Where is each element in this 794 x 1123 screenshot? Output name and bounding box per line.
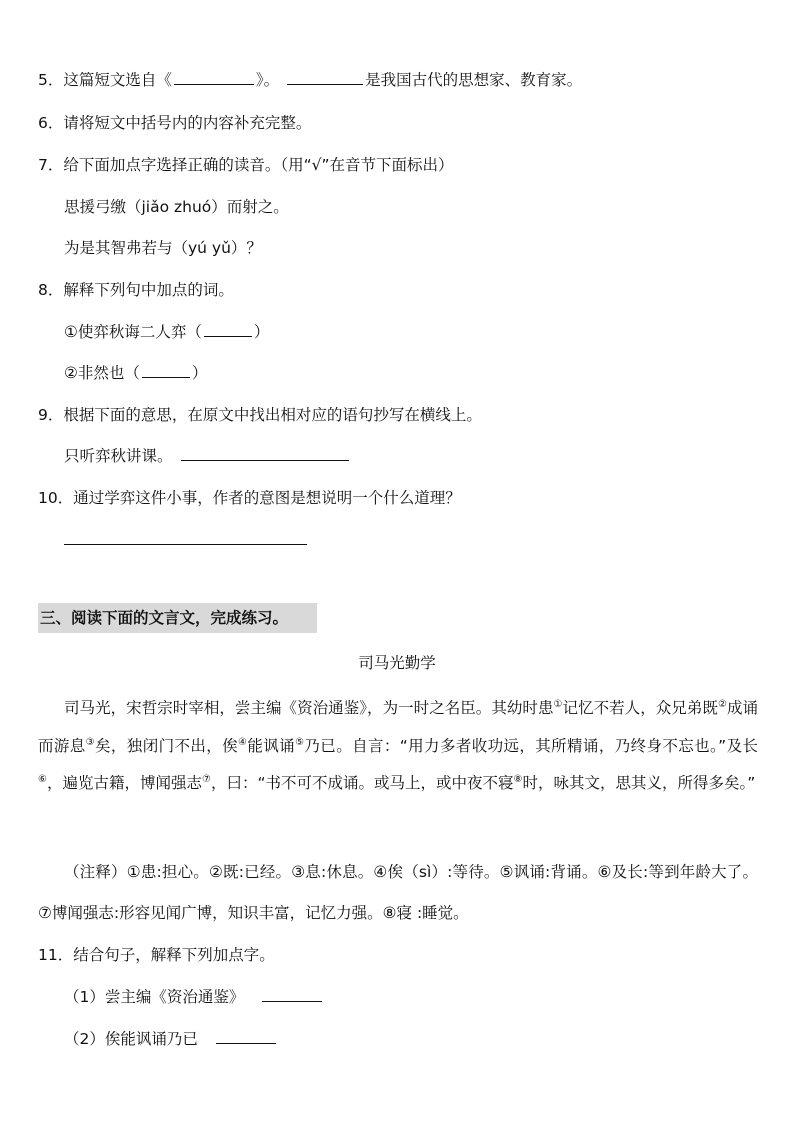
question-9-item: 只听弈秋讲课。 (64, 444, 351, 466)
question-8-item-1: ①使弈秋诲二人弈（ ） (64, 323, 270, 341)
question-7: 7．给下面加点字选择正确的读音。（用“√”在音节下面标出） (38, 156, 454, 174)
question-7-sentence-2: 为是其智弗若与（yú yǔ）？ (64, 239, 262, 257)
question-8-item-2: ②非然也（ ） (64, 364, 208, 382)
passage-notes: （注释）①患:担心。②既:已经。③息:休息。④俟（sì）:等待。⑤讽诵:背诵。⑥及长:等到年龄大了。⑦博闻强志:形容见闻广博，知识丰富，记忆力强。⑧寝 :睡觉。 (38, 863, 758, 922)
answer-blank[interactable] (174, 70, 254, 85)
passage-title: 司马光勤学 (358, 654, 436, 672)
answer-line[interactable] (64, 544, 307, 545)
question-11-item-2: （2）俟能讽诵乃已 (64, 1027, 278, 1049)
question-11: 11．结合句子，解释下列加点字。 (38, 946, 275, 964)
section-header: 三、阅读下面的文言文，完成练习。 (38, 603, 317, 633)
question-8: 8．解释下列句中加点的词。 (38, 281, 234, 299)
question-11-item-1: （1）尝主编《资治通鉴》 (64, 985, 324, 1007)
question-9: 9．根据下面的意思，在原文中找出相对应的语句抄写在横线上。 (38, 406, 482, 424)
question-7-sentence-1: 思援弓缴（jiǎo zhuó）而射之。 (64, 198, 289, 216)
question-6: 6．请将短文中括号内的内容补充完整。 (38, 114, 312, 132)
answer-blank[interactable] (262, 987, 322, 1002)
answer-blank[interactable] (216, 1029, 276, 1044)
answer-blank[interactable] (142, 363, 190, 378)
question-5: 5．这篇短文选自《 》。 是我国古代的思想家、教育家。 (38, 71, 583, 89)
answer-blank[interactable] (181, 446, 349, 461)
passage-text: 司马光，宋哲宗时宰相，尝主编《资治通鉴》，为一时之名臣。其幼时患①记忆不若人，众兄弟既②成诵而游息③矣，独闭门不出，俟④能讽诵⑤乃已。自言：“用力多者收功远，其所精诵，乃终身不忘也。”及长⑥，遍览古籍，博闻强志⑦，曰：“书不可不成诵。或马上，或中夜不寝⑧时，咏其文，思其义，所得多矣。” (38, 699, 758, 793)
answer-blank[interactable] (287, 70, 363, 85)
answer-blank[interactable] (204, 322, 252, 337)
question-10: 10．通过学弈这件小事，作者的意图是想说明一个什么道理？ (38, 489, 461, 507)
